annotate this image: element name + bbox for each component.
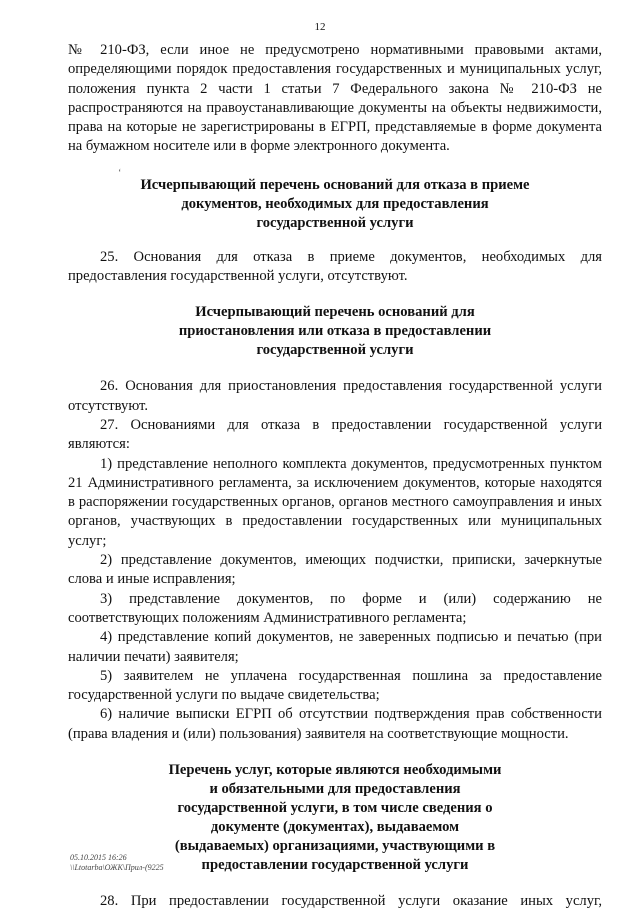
heading-suspension-refusal [68,303,602,360]
intro-paragraph: № 210-ФЗ, если иное не предусмотрено нормативными правовыми актами, определяющими порядок предоставления государственных и муниципальных услуг, положения пункта 2 части 1 статьи 7 Федерального закона № 210-ФЗ не распространяются на правоустанавливающие документы на объекты недвижимости, права на которые не зарегистрированы в ЕГРП, представляемые в форме документа на бумажном носителе или в форме электронного документа. [68,42,602,155]
heading-line: предоставлении государственной услуги [201,857,469,874]
heading-line: государственной услуги, в том числе сведения о [177,800,493,817]
heading-line: документе (документах), выдаваемом [210,819,460,836]
document-body [68,41,602,911]
heading-line: приостановления или отказа в предоставлении [178,323,492,340]
list-item: 5) заявителем не уплачена государственная пошлина за предоставление государственной услуги по выдаче свидетельства; [68,667,602,704]
footer-stamp [70,853,164,873]
paragraph-27: 27. Основаниями для отказа в предоставлении государственной услуги являются: [68,416,602,453]
heading-line: документов, необходимых для предоставления [181,195,489,212]
heading-line: Перечень услуг, которые являются необходимыми [168,762,502,779]
list-item: 4) представление копий документов, не заверенных подписью и печатью (при наличии печати) заявителя; [68,629,602,665]
paragraph-25: 25. Основания для отказа в приеме документов, необходимых для предоставления государственной услуги, отсутствуют. [68,248,602,285]
list-item: 3) представление документов, по форме и (или) содержанию не соответствующих положениям Административного регламента; [68,590,602,626]
scan-mark: ‘ [118,168,122,179]
footer-path: \\Ltotarba\ОЖК\Прил-(9225 [70,863,164,872]
footer-date: 05.10.2015 16:26 [70,853,127,862]
heading-line: Исчерпывающий перечень оснований для [195,304,475,321]
heading-line: государственной услуги [256,342,414,359]
heading-line: Исчерпывающий перечень оснований для отказа в приеме [140,176,530,193]
paragraph-28: 28. При предоставлении государственной услуги оказание иных услуг, [100,893,602,910]
heading-refusal-acceptance [68,176,602,233]
page-number: 12 [314,21,326,33]
heading-line: и обязательными для предоставления [209,781,461,798]
heading-line: (выдаваемых) организациями, участвующими в [174,838,496,855]
list-item: 2) представление документов, имеющих подчистки, приписки, зачеркнутые слова и иные исправления; [68,552,602,588]
paragraph-26: 26. Основания для приостановления предоставления государственной услуги отсутствуют. [68,378,602,414]
list-item: 1) представление неполного комплекта документов, предусмотренных пунктом 21 Административного регламента, за исключением документов, которые находятся в распоряжении государственных органов, органов местного самоуправления и иных органов, участвующих в предоставлении государственных или муниципальных услуг; [68,455,602,549]
heading-line: государственной услуги [256,214,414,231]
list-item: 6) наличие выписки ЕГРП об отсутствии подтверждения прав собственности (права владения и (или) пользования) заявителя на соответствующие мощности. [68,706,602,742]
